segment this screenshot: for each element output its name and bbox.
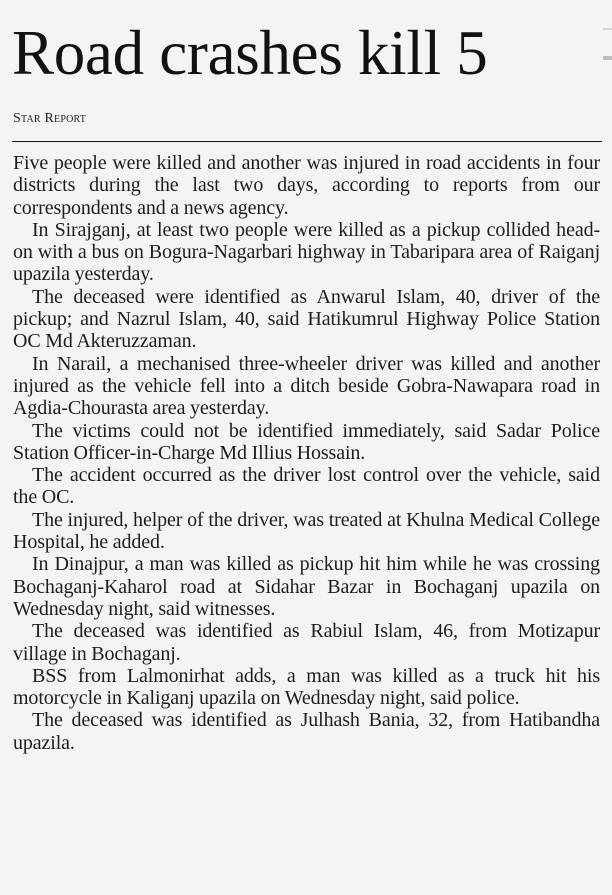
article-paragraph: The deceased was identified as Rabiul Islam, 46, from Motizapur village in Bochaganj. [13, 620, 600, 665]
article-paragraph: The injured, helper of the driver, was treated at Khulna Medical College Hospital, he added. [13, 508, 600, 554]
article-paragraph: In Sirajganj, at least two people were killed as a pickup collided head-on with a bus on Bogura-Nagarbari highway in Tabaripara area of Raiganj upazila yesterday. [13, 218, 600, 286]
byline-rule [12, 141, 602, 142]
article-paragraph: In Narail, a mechanised three-wheeler driver was killed and another injured as the vehicle fell into a ditch beside Gobra-Nawapara road in Agdia-Chourasta area yesterday. [13, 352, 600, 420]
headline: Road crashes kill 5 [12, 18, 488, 88]
byline: Star Report [13, 111, 87, 126]
article-body [13, 152, 600, 754]
article-paragraph: The deceased was identified as Julhash Bania, 32, from Hatibandha upazila. [13, 709, 600, 754]
article-paragraph: The accident occurred as the driver lost control over the vehicle, said the OC. [13, 464, 600, 509]
scan-edge-mark [603, 0, 612, 895]
article-paragraph: BSS from Lalmonirhat adds, a man was killed as a truck hit his motorcycle in Kaliganj upazila on Wednesday night, said police. [13, 664, 600, 710]
article-paragraph: Five people were killed and another was injured in road accidents in four districts during the last two days, according to reports from our correspondents and a news agency. [13, 152, 600, 219]
article-paragraph: In Dinajpur, a man was killed as pickup hit him while he was crossing Bochaganj-Kaharol road at Sidahar Bazar in Bochaganj upazila on Wednesday night, said witnesses. [13, 553, 600, 620]
article-paragraph: The victims could not be identified immediately, said Sadar Police Station Officer-in-Charge Md Illius Hossain. [13, 419, 600, 464]
article-paragraph: The deceased were identified as Anwarul Islam, 40, driver of the pickup; and Nazrul Islam, 40, said Hatikumrul Highway Police Station OC Md Akteruzzaman. [13, 285, 600, 353]
